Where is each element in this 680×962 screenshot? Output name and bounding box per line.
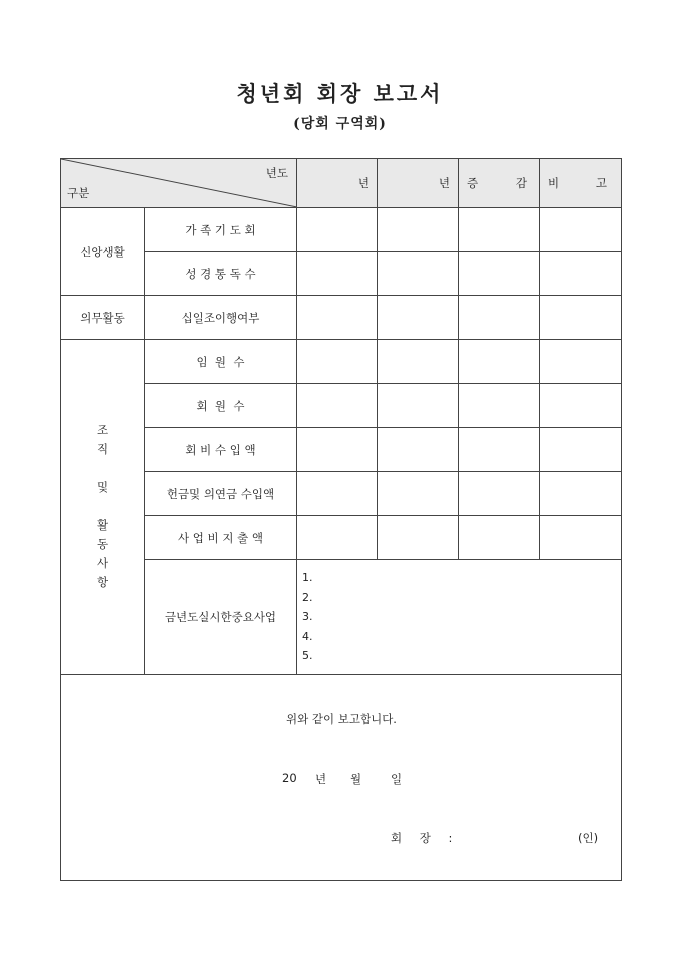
data-cell[interactable] (378, 252, 459, 296)
year-header-label: 년도 (265, 166, 288, 180)
org-category-cell (61, 340, 145, 675)
data-cell[interactable] (540, 340, 622, 384)
data-cell[interactable] (540, 296, 622, 340)
remark-header-left: 비 (548, 176, 560, 190)
row-label-family-prayer: 가 족 기 도 회 (145, 208, 297, 252)
table-row (61, 208, 622, 252)
chair-label: 회 장 : (391, 830, 453, 845)
list-item: 5. (302, 649, 313, 662)
table-row (61, 428, 622, 472)
org-category-char: 조 (96, 423, 109, 438)
change-header-right: 감 (515, 176, 527, 190)
row-label-officers: 임 원 수 (145, 340, 297, 384)
row-label-project-expense: 사 업 비 지 출 액 (145, 516, 297, 560)
row-label-dues-income: 회 비 수 입 액 (145, 428, 297, 472)
org-category-gap (61, 459, 144, 478)
data-cell[interactable] (459, 252, 540, 296)
org-category-char: 동 (96, 537, 109, 552)
footer-row (61, 674, 622, 880)
data-cell[interactable] (540, 252, 622, 296)
org-category-gap (61, 497, 144, 516)
data-cell[interactable] (378, 208, 459, 252)
row-label-tithe: 십일조이행여부 (145, 296, 297, 340)
org-category-char: 활 (96, 518, 109, 533)
row-label-major-projects: 금년도실시한중요사업 (145, 560, 297, 675)
org-category-char: 직 (96, 442, 109, 457)
data-cell[interactable] (459, 516, 540, 560)
data-cell[interactable] (540, 208, 622, 252)
date-year-unit: 년 (315, 771, 327, 786)
table-row (61, 296, 622, 340)
list-item: 2. (302, 590, 313, 604)
table-row (61, 516, 622, 560)
data-cell[interactable] (297, 252, 378, 296)
faith-category-cell: 신앙생활 (61, 208, 145, 296)
list-item: 3. (302, 610, 313, 623)
data-cell[interactable] (378, 384, 459, 428)
diagonal-header-cell (61, 159, 297, 208)
list-item: 4. (302, 629, 313, 643)
category-header-label: 구분 (67, 186, 90, 200)
change-header (459, 159, 540, 208)
remark-header (540, 159, 622, 208)
data-cell[interactable] (378, 428, 459, 472)
document-subtitle: (당회 구역회) (293, 116, 387, 132)
table-row (61, 472, 622, 516)
change-header-left: 증 (467, 176, 479, 190)
data-cell[interactable] (378, 340, 459, 384)
date-day-unit: 일 (391, 771, 403, 786)
statement-text: 위와 같이 보고합니다. (286, 711, 397, 726)
data-cell[interactable] (378, 296, 459, 340)
table-row (61, 560, 622, 675)
date-year: 20 (282, 770, 297, 785)
data-cell[interactable] (459, 296, 540, 340)
row-label-bible-reading: 성 경 통 독 수 (145, 252, 297, 296)
remark-header-right: 고 (595, 176, 607, 190)
data-cell[interactable] (297, 472, 378, 516)
data-cell[interactable] (459, 340, 540, 384)
diagonal-line (61, 159, 297, 207)
data-cell[interactable] (297, 428, 378, 472)
year1-header: 년 (297, 159, 378, 208)
list-item: 1. (302, 571, 313, 584)
data-cell[interactable] (459, 384, 540, 428)
data-cell[interactable] (459, 428, 540, 472)
data-cell[interactable] (459, 472, 540, 516)
header-row (61, 159, 622, 208)
table-row (61, 384, 622, 428)
org-category-char: 사 (96, 556, 109, 571)
data-cell[interactable] (297, 296, 378, 340)
data-cell[interactable] (459, 208, 540, 252)
data-cell[interactable] (297, 516, 378, 560)
data-cell[interactable] (297, 340, 378, 384)
table-row (61, 340, 622, 384)
document-title: 청년회 회장 보고서 (236, 81, 444, 106)
data-cell[interactable] (378, 516, 459, 560)
year2-header: 년 (378, 159, 459, 208)
footer-cell (61, 674, 622, 880)
org-category-char: 및 (96, 480, 109, 495)
data-cell[interactable] (297, 208, 378, 252)
row-label-members: 회 원 수 (145, 384, 297, 428)
data-cell[interactable] (297, 384, 378, 428)
report-table (60, 158, 622, 881)
data-cell[interactable] (540, 516, 622, 560)
major-projects-list[interactable] (297, 560, 622, 675)
row-label-offering-income: 헌금및 의연금 수입액 (145, 472, 297, 516)
table-row (61, 252, 622, 296)
data-cell[interactable] (540, 472, 622, 516)
data-cell[interactable] (540, 428, 622, 472)
data-cell[interactable] (540, 384, 622, 428)
date-month-unit: 월 (350, 771, 362, 786)
data-cell[interactable] (378, 472, 459, 516)
duty-category-cell: 의무활동 (61, 296, 145, 340)
seal-mark: (인) (578, 830, 599, 845)
org-category-char: 항 (96, 575, 109, 590)
